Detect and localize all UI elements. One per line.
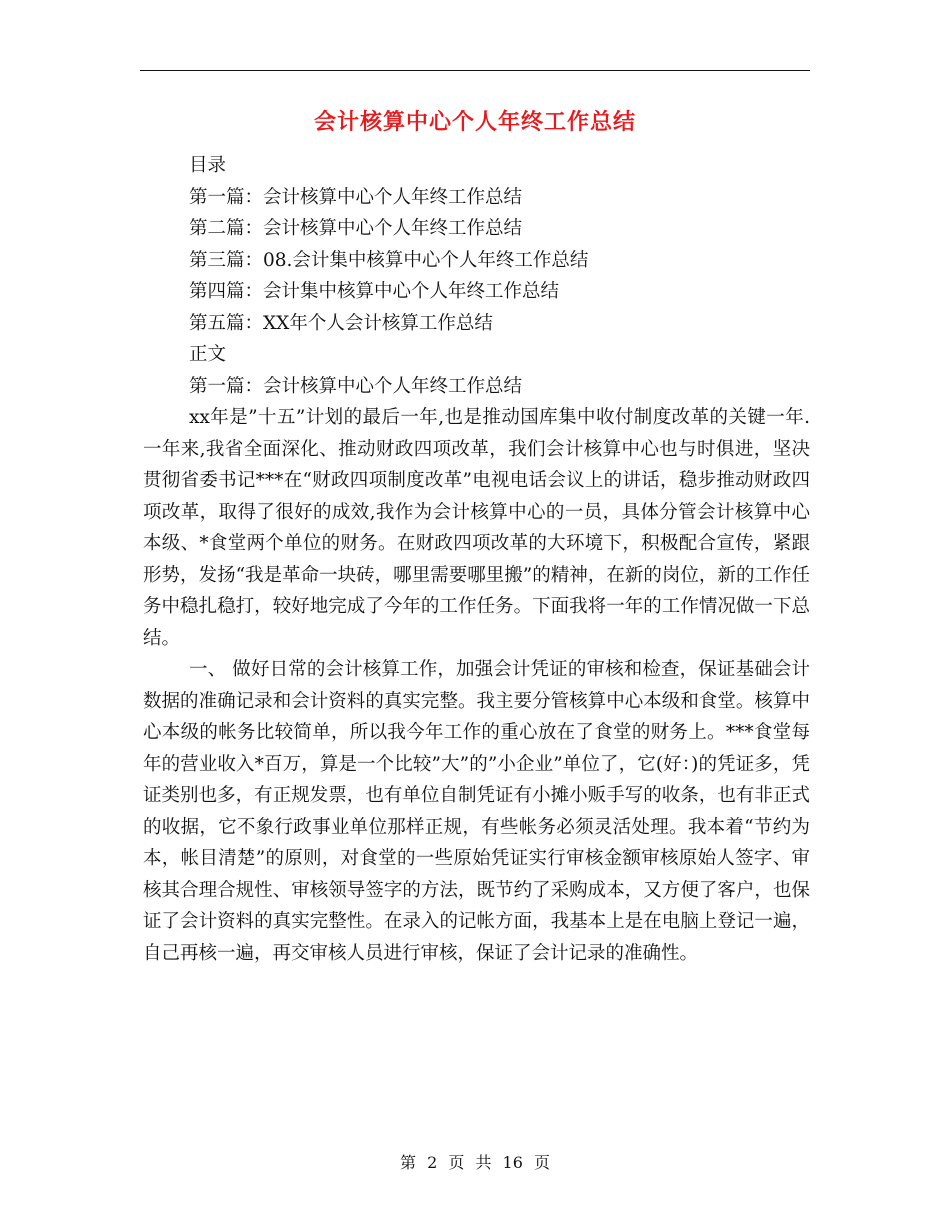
toc-item: 第四篇：会计集中核算中心个人年终工作总结 [189, 281, 560, 302]
body-heading: 正文 [189, 344, 227, 365]
toc-item: 第三篇：08.会计集中核算中心个人年终工作总结 [189, 249, 589, 271]
header-rule [140, 70, 810, 71]
toc-item: 第五篇：XX年个人会计核算工作总结 [189, 312, 493, 334]
section-title: 第一篇：会计核算中心个人年终工作总结 [189, 375, 523, 397]
toc-item: 第二篇：会计核算中心个人年终工作总结 [189, 218, 523, 239]
toc-heading: 目录 [189, 155, 227, 176]
paragraph: 一、 做好日常的会计核算工作，加强会计凭证的审核和检查，保证基础会计数据的准确记录和会计资料的真实完整。我主要分管核算中心本级和食堂。核算中心本级的帐务比较简单，所以我今年工作的重心放在了食堂的财务上。***食堂每年的营业收入*百万，算是一个比较”大”的”小企业”单位了，它(好：)的凭证多，凭证类别也多，有正规发票，也有单位自制凭证有小摊小贩手写的收条，也有非正式的收据，它不象行政事业单位那样正规，有些帐务必须灵活处理。我本着“节约为本，帐目清楚”的原则，对食堂的一些原始凭证实行审核金额审核原始人签字、审核其合理合规性、审核领导签字的方法，既节约了采购成本，又方便了客户，也保证了会计资料的真实完整性。在录入的记帐方面，我基本上是在电脑上登记一遍，自己再核一遍，再交审核人员进行审核，保证了会计记录的准确性。 [143, 659, 810, 964]
document-body [143, 150, 810, 969]
toc-item: 第一篇：会计核算中心个人年终工作总结 [189, 186, 523, 208]
document-title: 会计核算中心个人年终工作总结 [313, 110, 636, 135]
paragraph: xx年是”十五”计划的最后一年,也是推动国库集中收付制度改革的关键一年.一年来,我省全面深化、推动财政四项改革，我们会计核算中心也与时俱进，坚决贯彻省委书记***在“财政四项制度改革”电视电话会议上的讲话，稳步推动财政四项改革，取得了很好的成效,我作为会计核算中心的一员，具体分管会计核算中心本级、*食堂两个单位的财务。在财政四项改革的大环境下，积极配合宣传，紧跟形势，发扬“我是革命一块砖，哪里需要哪里搬”的精神，在新的岗位，新的工作任务中稳扎稳打，较好地完成了今年的工作任务。下面我将一年的工作情况做一下总结。 [143, 407, 810, 649]
page-number: 第 2 页 共 16 页 [400, 1153, 550, 1172]
